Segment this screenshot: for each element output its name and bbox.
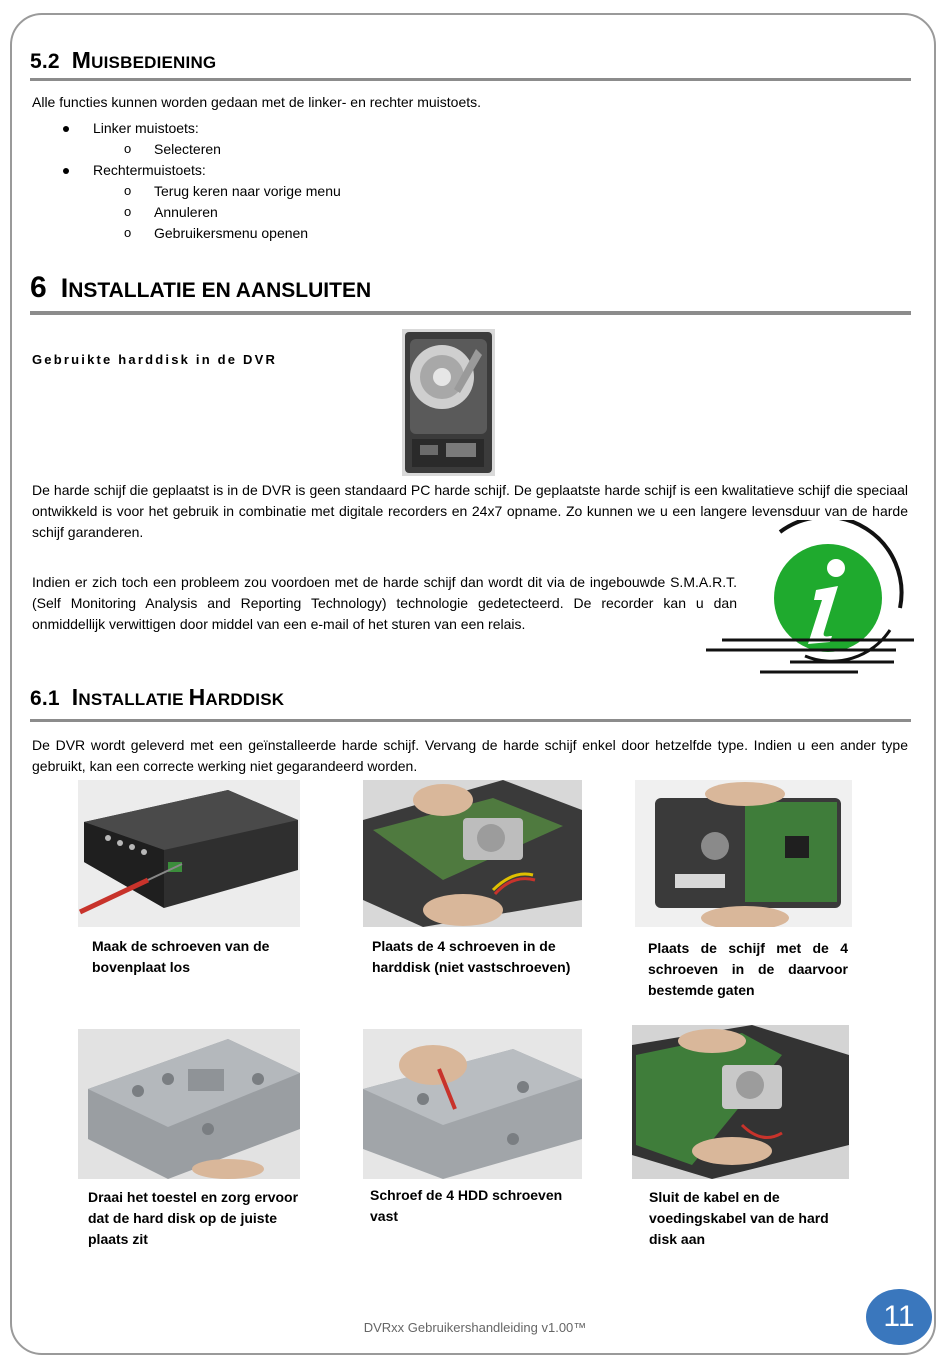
step-caption-4: Draai het toestel en zorg ervoor dat de hard disk op de juiste plaats zit — [88, 1189, 299, 1247]
section-heading-6: 6 INSTALLATIE EN AANSLUITEN — [30, 271, 372, 304]
section-heading-5-2: 5.2 MUISBEDIENING — [30, 47, 217, 73]
sub-item: Selecteren — [154, 141, 221, 157]
page-number-badge: 11 — [866, 1289, 932, 1345]
step-caption-5: Schroef de 4 HDD schroeven vast — [370, 1187, 563, 1224]
bullet-dot — [63, 168, 69, 174]
sub-bullet-marker: o — [124, 204, 132, 219]
step-photo-1 — [78, 780, 300, 927]
hdd-label: Gebruikte harddisk in de DVR — [32, 352, 278, 367]
sub-item: Annuleren — [154, 204, 218, 220]
step-photo-2 — [363, 780, 582, 927]
heading-rule — [30, 78, 911, 81]
step-caption-6: Sluit de kabel en de voedingskabel van de hard disk aan — [649, 1189, 829, 1247]
sub-bullet-marker: o — [124, 225, 132, 240]
heading-rule — [30, 311, 911, 315]
info-icon — [700, 520, 918, 680]
step-photo-4 — [78, 1029, 300, 1179]
sub-item: Terug keren naar vorige menu — [154, 183, 341, 199]
sub-bullet-marker: o — [124, 141, 132, 156]
step-caption-2: Plaats de 4 schroeven in de harddisk (niet vastschroeven) — [372, 938, 571, 975]
bullet-left-mouse: Linker muistoets: — [93, 120, 199, 136]
hdd-paragraph-1: De harde schijf die geplaatst is in de DVR is geen standaard PC harde schijf. De geplaatste harde schijf is een kwalitatieve schijf die speciaal ontwikkeld is voor het gebruik in combinatie met digitale recorders en 24x7 opname. Zo kunnen we u een langere levensduur van de harde schijf garanderen. — [32, 482, 908, 540]
heading-rule — [30, 719, 911, 722]
mouse-intro: Alle functies kunnen worden gedaan met de linker- en rechter muistoets. — [32, 94, 482, 110]
hdd-paragraph-2: Indien er zich toch een probleem zou voordoen met de harde schijf dan wordt dit via de ingebouwde S.M.A.R.T. (Self Monitoring Analysis and Reporting Technology) technologie gedetecteerd. De recorder kan u dan onmiddellijk verwittigen door middel van een e-mail of het sturen van een relais. — [32, 574, 737, 632]
footer-title: DVRxx Gebruikershandleiding v1.00™ — [363, 1320, 587, 1335]
step-photo-3 — [635, 780, 852, 927]
sub-bullet-marker: o — [124, 183, 132, 198]
step-caption-1: Maak de schroeven van de bovenplaat los — [92, 938, 270, 975]
hard-disk-photo — [402, 329, 495, 476]
section-heading-6-1: 6.1 INSTALLATIE HARDDISK — [30, 684, 285, 710]
sub-item: Gebruikersmenu openen — [154, 225, 309, 241]
step-caption-3: Plaats de schijf met de 4 schroeven in de daarvoor bestemde gaten — [648, 940, 848, 998]
step-photo-6 — [632, 1025, 849, 1179]
bullet-right-mouse: Rechtermuistoets: — [93, 162, 206, 178]
bullet-dot — [63, 126, 69, 132]
harddisk-intro: De DVR wordt geleverd met een geïnstalleerde harde schijf. Vervang de harde schijf enkel door hetzelfde type. Indien u een ander type gebruikt, kan een correcte werking niet gegarandeerd worden. — [32, 737, 908, 774]
step-photo-5 — [363, 1029, 582, 1179]
